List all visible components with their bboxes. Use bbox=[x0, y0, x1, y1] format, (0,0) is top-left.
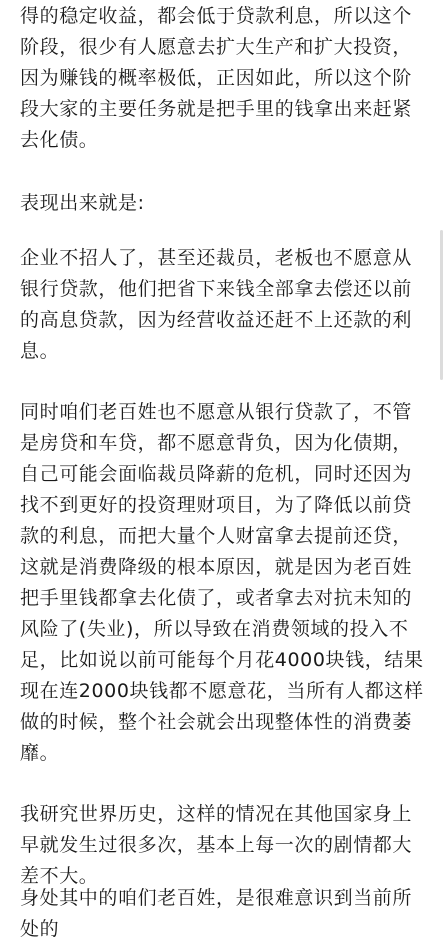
paragraph: 得的稳定收益，都会低于贷款利息，所以这个阶段，很少有人愿意去扩大生产和扩大投资，因为赚钱的概率极低，正因如此，所以这个阶段大家的主要任务就是把手里的钱拿出来赶紧去化债。 bbox=[20, 5, 413, 151]
paragraph: 企业不招人了，甚至还裁员，老板也不愿意从银行贷款，他们把省下来钱全部拿去偿还以前的高息贷款，因为经营收益还赶不上还款的利息。 bbox=[20, 247, 413, 362]
paragraph-partial: 身处其中的咱们老百姓，是很难意识到当前所处的 bbox=[20, 887, 413, 940]
paragraph: 同时咱们老百姓也不愿意从银行贷款了，不管是房贷和车贷，都不愿意背负，因为化债期，自己可能会面临裁员降薪的危机，同时还因为找不到更好的投资理财项目，为了降低以前贷款的利息，而把大量个人财富拿去提前还贷，这就是消费降级的根本原因，就是因为老百姓把手里钱都拿去化债了，或者拿去对抗未知的风险了(失业)，所以导致在消费领域的投入不足，比如说以前可能每个月花4000块钱，结果现在连2000块钱都不愿意花，当所有人都这样做的时候，整个社会就会出现整体性的消费萎靡。 bbox=[20, 401, 424, 764]
paragraph: 表现出来就是: bbox=[20, 192, 145, 214]
paragraph: 我研究世界历史，这样的情况在其他国家身上早就发生过很多次，基本上每一次的剧情都大差不大。 bbox=[20, 803, 413, 887]
